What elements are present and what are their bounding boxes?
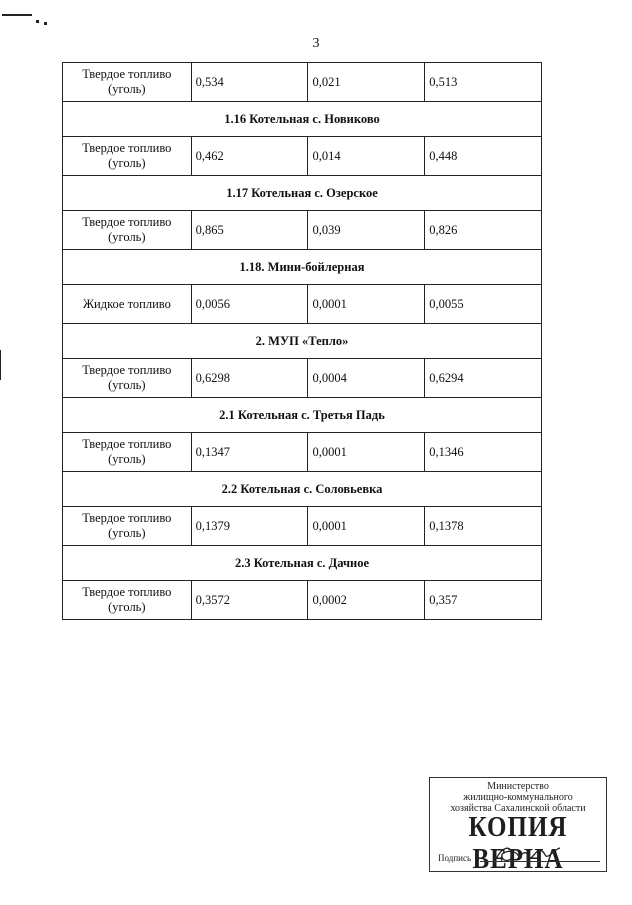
fuel-type-label: Твердое топливо — [82, 215, 172, 229]
fuel-type-label: Твердое топливо — [82, 585, 172, 599]
scan-artifact — [44, 22, 47, 25]
table-row — [63, 359, 542, 398]
section-heading-row — [63, 250, 542, 285]
value-cell: 0,462 — [191, 137, 308, 176]
section-heading: 1.18. Мини-бойлерная — [63, 250, 542, 285]
page-number: 3 — [312, 36, 320, 51]
value-cell: 0,448 — [425, 137, 542, 176]
fuel-type-label: Жидкое топливо — [82, 296, 171, 311]
value-cell: 0,6294 — [425, 359, 542, 398]
table-row — [63, 285, 542, 324]
section-heading-row — [63, 176, 542, 211]
value-cell: 0,6298 — [191, 359, 308, 398]
fuel-type-cell — [63, 507, 192, 546]
value-cell: 0,513 — [425, 63, 542, 102]
fuel-type-label: (уголь) — [108, 600, 146, 614]
value-cell: 0,1379 — [191, 507, 308, 546]
fuel-type-cell — [63, 581, 192, 620]
value-cell: 0,0056 — [191, 285, 308, 324]
value-cell: 0,0055 — [425, 285, 542, 324]
table-body — [63, 63, 542, 620]
table-row — [63, 137, 542, 176]
fuel-type-label: (уголь) — [108, 378, 146, 392]
section-heading: 1.17 Котельная с. Озерское — [63, 176, 542, 211]
stamp-signature-row — [438, 843, 600, 865]
fuel-type-cell — [63, 211, 192, 250]
table-row — [63, 507, 542, 546]
fuel-type-label: (уголь) — [108, 156, 146, 170]
section-heading-row — [63, 472, 542, 507]
fuel-type-cell — [63, 285, 192, 324]
value-cell: 0,3572 — [191, 581, 308, 620]
fuel-type-cell — [63, 137, 192, 176]
value-cell: 0,826 — [425, 211, 542, 250]
scan-artifact — [0, 350, 1, 380]
fuel-type-label: (уголь) — [108, 82, 146, 96]
section-heading: 1.16 Котельная с. Новиково — [63, 102, 542, 137]
value-cell: 0,0001 — [308, 285, 425, 324]
table-row — [63, 63, 542, 102]
value-cell: 0,1378 — [425, 507, 542, 546]
handwritten-signature — [492, 843, 562, 865]
signature-label: Подпись — [438, 853, 472, 863]
section-heading: 2.2 Котельная с. Соловьевка — [63, 472, 542, 507]
value-cell: 0,0001 — [308, 433, 425, 472]
fuel-type-label: (уголь) — [108, 230, 146, 244]
section-heading: 2. МУП «Тепло» — [63, 324, 542, 359]
value-cell: 0,357 — [425, 581, 542, 620]
value-cell: 0,0004 — [308, 359, 425, 398]
fuel-type-label: (уголь) — [108, 526, 146, 540]
value-cell: 0,0002 — [308, 581, 425, 620]
fuel-consumption-table — [62, 62, 542, 620]
section-heading-row — [63, 102, 542, 137]
value-cell: 0,039 — [308, 211, 425, 250]
fuel-type-label: Твердое топливо — [82, 141, 172, 155]
section-heading-row — [63, 546, 542, 581]
certified-copy-stamp — [429, 777, 607, 876]
section-heading-row — [63, 324, 542, 359]
table-row — [63, 433, 542, 472]
fuel-type-label: Твердое топливо — [82, 67, 172, 81]
value-cell: 0,534 — [191, 63, 308, 102]
table-row — [63, 581, 542, 620]
fuel-type-label: Твердое топливо — [82, 437, 172, 451]
value-cell: 0,021 — [308, 63, 425, 102]
value-cell: 0,014 — [308, 137, 425, 176]
fuel-type-cell — [63, 63, 192, 102]
value-cell: 0,0001 — [308, 507, 425, 546]
scan-artifact — [2, 14, 32, 16]
value-cell: 0,1346 — [425, 433, 542, 472]
section-heading-row — [63, 398, 542, 433]
stamp-line: Министерство — [487, 781, 549, 792]
fuel-type-cell — [63, 433, 192, 472]
value-cell: 0,1347 — [191, 433, 308, 472]
fuel-type-label: Твердое топливо — [82, 511, 172, 525]
stamp-line: жилищно-коммунального — [463, 792, 573, 803]
stamp-title: КОПИЯ ВЕРНА — [468, 811, 568, 876]
section-heading: 2.1 Котельная с. Третья Падь — [63, 398, 542, 433]
fuel-type-label: (уголь) — [108, 452, 146, 466]
section-heading: 2.3 Котельная с. Дачное — [63, 546, 542, 581]
scan-artifact — [36, 20, 39, 23]
fuel-type-label: Твердое топливо — [82, 363, 172, 377]
value-cell: 0,865 — [191, 211, 308, 250]
table-row — [63, 211, 542, 250]
fuel-type-cell — [63, 359, 192, 398]
stamp-line: хозяйства Сахалинской области — [450, 803, 586, 814]
